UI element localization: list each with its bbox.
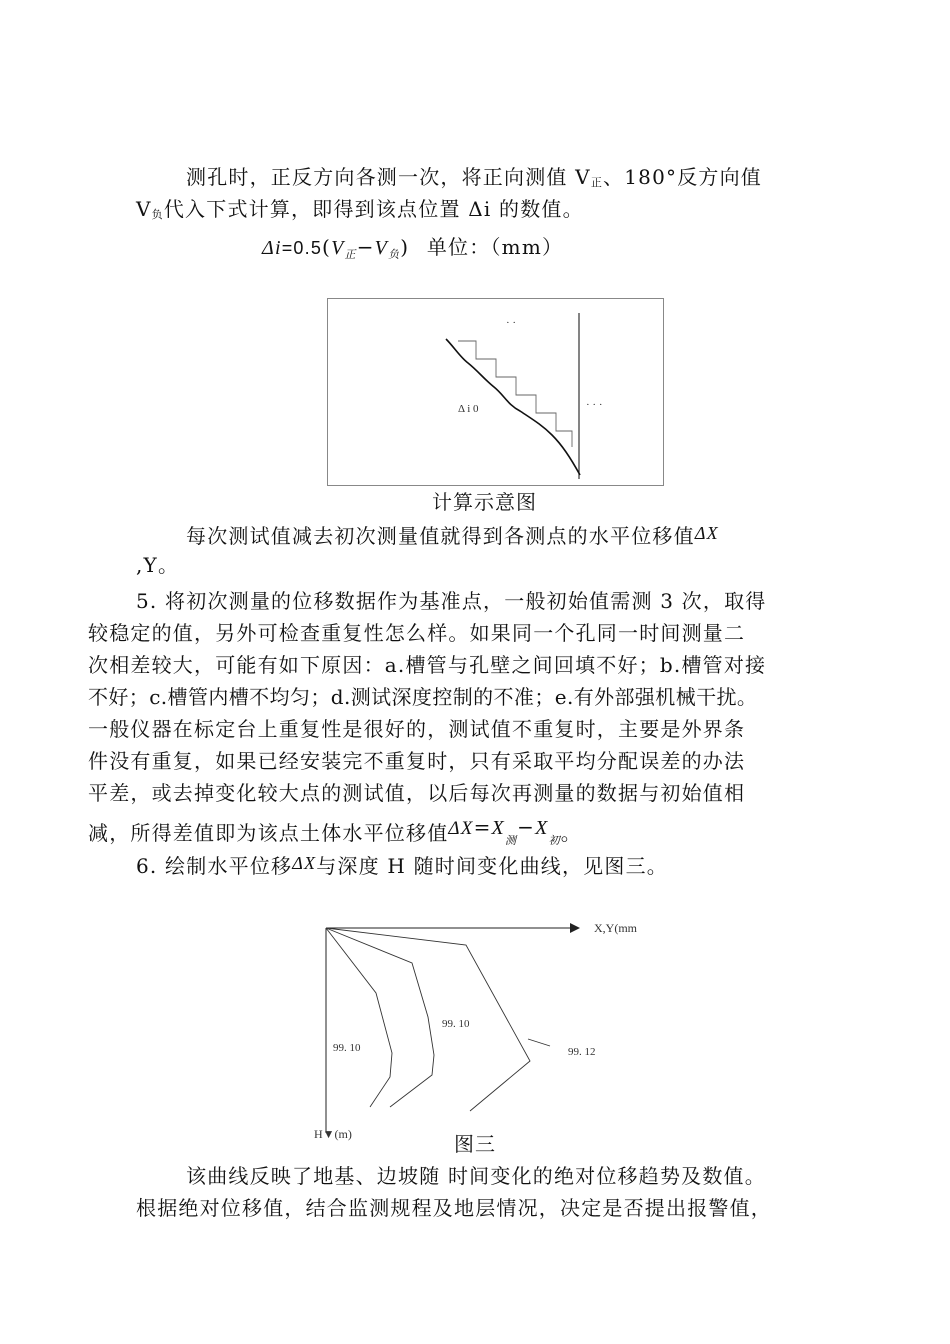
figure3-svg: [300, 915, 660, 1150]
para3-line1: 5. 将初次测量的位移数据作为基准点，一般初始值需测 3 次，取得: [136, 589, 767, 613]
label-leader: [528, 1039, 550, 1046]
curve-label-1: 99. 10: [333, 1042, 361, 1054]
figure3: [300, 915, 660, 1150]
x-axis-label: X,Y(mm: [594, 921, 637, 935]
calculation-diagram: [327, 298, 664, 486]
para1-line2: V负代入下式计算，即得到该点位置 Δi 的数值。: [136, 197, 584, 221]
para3-line6: 件没有重复，如果已经安装完不重复时，只有采取平均分配误差的办法: [88, 749, 746, 773]
para3-line5: 一般仪器在标定台上重复性是很好的，测试值不重复时，主要是外界条: [88, 717, 746, 741]
label-delta-i: Δ i 0: [458, 403, 479, 415]
curve-label-2: 99. 10: [442, 1018, 470, 1030]
curve-2: [326, 928, 434, 1107]
label-right: · · ·: [586, 399, 603, 411]
calculation-diagram-svg: [328, 299, 663, 485]
para2-line1: 每次测试值减去初次测量值就得到各测点的水平位移值ΔX: [186, 523, 719, 548]
figure1-caption: 计算示意图: [432, 490, 537, 514]
formula-delta-i: $\Delta i=0.5(V_正-V_负)$ 单位：（mm）: [262, 235, 564, 261]
curve-label-3: 99. 12: [568, 1046, 596, 1058]
para3-line3: 次相差较大，可能有如下原因：a.槽管与孔壁之间回填不好；b.槽管对接: [88, 653, 767, 677]
label-top: · ·: [506, 317, 517, 329]
para5-line1: 该曲线反映了地基、边坡随 时间变化的绝对位移趋势及数值。: [186, 1164, 766, 1188]
step-lines: [458, 341, 572, 447]
figure3-caption: 图三: [454, 1132, 496, 1156]
x-axis-arrow: [570, 923, 580, 933]
para3-line2: 较稳定的值，另外可检查重复性怎么样。如果同一个孔同一时间测量二: [88, 621, 746, 645]
para2-line2: ,Y。: [136, 553, 180, 577]
y-axis-label: H▼(m): [314, 1127, 352, 1141]
para1-line1: 测孔时，正反方向各测一次，将正向测值 V正、180°反方向值: [186, 165, 762, 189]
curve-1: [326, 928, 392, 1107]
para3-line4: 不好；c.槽管内槽不均匀；d.测试深度控制的不准；e.有外部强机械干扰。: [88, 685, 758, 709]
para4-line: 6. 绘制水平位移ΔX与深度 H 随时间变化曲线，见图三。: [136, 853, 668, 878]
para3-line8: 减，所得差值即为该点土体水平位移值$\Delta X=X_测-X_初$。: [88, 815, 582, 847]
para5-line2: 根据绝对位移值，结合监测规程及地层情况，决定是否提出报警值，: [136, 1196, 772, 1220]
para3-line7: 平差，或去掉变化较大点的测试值，以后每次再测量的数据与初始值相: [88, 781, 746, 805]
